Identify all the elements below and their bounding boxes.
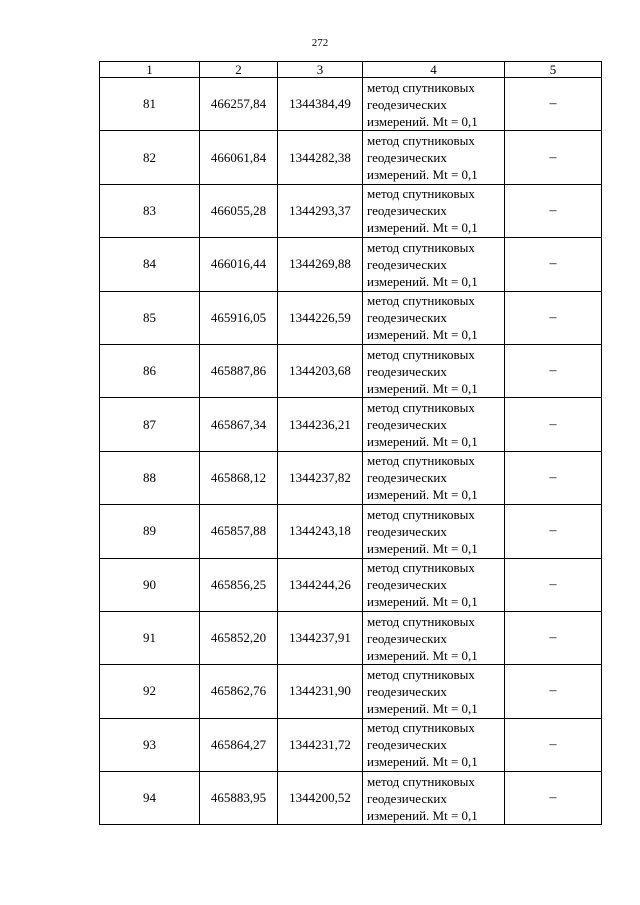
x-coordinate-cell: 466257,84	[200, 78, 278, 131]
y-coordinate-cell: 1344243,18	[278, 505, 363, 558]
method-line: метод спутниковых	[367, 186, 475, 202]
x-coordinate-cell: 465887,86	[200, 344, 278, 397]
column-5-cell: –	[505, 184, 602, 237]
y-coordinate-cell: 1344231,72	[278, 718, 363, 771]
method-line: измерений. Mt = 0,1	[367, 434, 478, 450]
method-line: измерений. Mt = 0,1	[367, 754, 478, 770]
method-line: метод спутниковых	[367, 79, 475, 95]
method-cell	[363, 184, 505, 237]
column-5-cell: –	[505, 451, 602, 504]
x-coordinate-cell: 465864,27	[200, 718, 278, 771]
method-line: геодезических	[367, 203, 447, 219]
column-5-cell: –	[505, 611, 602, 664]
coordinates-table	[99, 61, 602, 825]
method-line: геодезических	[367, 523, 447, 539]
x-coordinate-cell: 465883,95	[200, 772, 278, 825]
table-row	[100, 718, 602, 771]
table-row	[100, 611, 602, 664]
table-row	[100, 665, 602, 718]
column-header-2: 2	[200, 62, 278, 78]
method-line: геодезических	[367, 683, 447, 699]
method-line: метод спутниковых	[367, 346, 475, 362]
column-header-3: 3	[278, 62, 363, 78]
y-coordinate-cell: 1344269,88	[278, 238, 363, 291]
method-line: геодезических	[367, 310, 447, 326]
y-coordinate-cell: 1344244,26	[278, 558, 363, 611]
method-line: метод спутниковых	[367, 400, 475, 416]
point-number-cell: 85	[100, 291, 200, 344]
point-number-cell: 93	[100, 718, 200, 771]
y-coordinate-cell: 1344236,21	[278, 398, 363, 451]
x-coordinate-cell: 466016,44	[200, 238, 278, 291]
method-cell	[363, 505, 505, 558]
x-coordinate-cell: 465862,76	[200, 665, 278, 718]
method-cell	[363, 291, 505, 344]
y-coordinate-cell: 1344226,59	[278, 291, 363, 344]
method-cell	[363, 398, 505, 451]
method-line: геодезических	[367, 630, 447, 646]
table-row	[100, 558, 602, 611]
method-line: измерений. Mt = 0,1	[367, 700, 478, 716]
method-line: метод спутниковых	[367, 453, 475, 469]
page-number: 272	[311, 37, 329, 49]
method-cell	[363, 131, 505, 184]
method-line: метод спутниковых	[367, 293, 475, 309]
method-cell	[363, 611, 505, 664]
column-header-4: 4	[363, 62, 505, 78]
point-number-cell: 92	[100, 665, 200, 718]
method-line: измерений. Mt = 0,1	[367, 647, 478, 663]
column-5-cell: –	[505, 238, 602, 291]
method-cell	[363, 451, 505, 504]
table-row	[100, 772, 602, 825]
point-number-cell: 84	[100, 238, 200, 291]
method-line: геодезических	[367, 363, 447, 379]
point-number-cell: 81	[100, 78, 200, 131]
y-coordinate-cell: 1344384,49	[278, 78, 363, 131]
method-cell	[363, 718, 505, 771]
x-coordinate-cell: 466061,84	[200, 131, 278, 184]
y-coordinate-cell: 1344237,82	[278, 451, 363, 504]
column-5-cell: –	[505, 78, 602, 131]
method-cell	[363, 78, 505, 131]
table-row	[100, 505, 602, 558]
point-number-cell: 87	[100, 398, 200, 451]
point-number-cell: 89	[100, 505, 200, 558]
point-number-cell: 94	[100, 772, 200, 825]
column-5-cell: –	[505, 665, 602, 718]
method-line: измерений. Mt = 0,1	[367, 167, 478, 183]
method-line: метод спутниковых	[367, 239, 475, 255]
method-line: метод спутниковых	[367, 133, 475, 149]
column-5-cell: –	[505, 291, 602, 344]
method-line: измерений. Mt = 0,1	[367, 540, 478, 556]
method-line: геодезических	[367, 150, 447, 166]
x-coordinate-cell: 466055,28	[200, 184, 278, 237]
method-line: измерений. Mt = 0,1	[367, 220, 478, 236]
x-coordinate-cell: 465856,25	[200, 558, 278, 611]
y-coordinate-cell: 1344237,91	[278, 611, 363, 664]
point-number-cell: 82	[100, 131, 200, 184]
y-coordinate-cell: 1344282,38	[278, 131, 363, 184]
y-coordinate-cell: 1344200,52	[278, 772, 363, 825]
column-5-cell: –	[505, 344, 602, 397]
method-line: метод спутниковых	[367, 773, 475, 789]
column-5-cell: –	[505, 505, 602, 558]
point-number-cell: 88	[100, 451, 200, 504]
method-line: измерений. Mt = 0,1	[367, 487, 478, 503]
point-number-cell: 90	[100, 558, 200, 611]
method-line: геодезических	[367, 417, 447, 433]
method-line: измерений. Mt = 0,1	[367, 380, 478, 396]
x-coordinate-cell: 465868,12	[200, 451, 278, 504]
y-coordinate-cell: 1344231,90	[278, 665, 363, 718]
column-5-cell: –	[505, 558, 602, 611]
table-row	[100, 291, 602, 344]
method-line: измерений. Mt = 0,1	[367, 273, 478, 289]
method-line: геодезических	[367, 256, 447, 272]
column-header-5: 5	[505, 62, 602, 78]
method-cell	[363, 772, 505, 825]
method-line: геодезических	[367, 470, 447, 486]
column-5-cell: –	[505, 718, 602, 771]
method-line: измерений. Mt = 0,1	[367, 327, 478, 343]
method-line: метод спутниковых	[367, 613, 475, 629]
table-row	[100, 184, 602, 237]
method-line: геодезических	[367, 790, 447, 806]
table-row	[100, 344, 602, 397]
x-coordinate-cell: 465852,20	[200, 611, 278, 664]
table-row	[100, 398, 602, 451]
table-row	[100, 78, 602, 131]
column-5-cell: –	[505, 131, 602, 184]
method-line: метод спутниковых	[367, 666, 475, 682]
method-line: геодезических	[367, 577, 447, 593]
method-cell	[363, 558, 505, 611]
point-number-cell: 86	[100, 344, 200, 397]
x-coordinate-cell: 465916,05	[200, 291, 278, 344]
method-line: геодезических	[367, 96, 447, 112]
method-line: геодезических	[367, 737, 447, 753]
x-coordinate-cell: 465857,88	[200, 505, 278, 558]
column-5-cell: –	[505, 772, 602, 825]
method-cell	[363, 665, 505, 718]
method-line: метод спутниковых	[367, 720, 475, 736]
table-row	[100, 131, 602, 184]
method-line: метод спутниковых	[367, 506, 475, 522]
method-line: измерений. Mt = 0,1	[367, 594, 478, 610]
method-line: измерений. Mt = 0,1	[367, 113, 478, 129]
x-coordinate-cell: 465867,34	[200, 398, 278, 451]
point-number-cell: 91	[100, 611, 200, 664]
column-header-1: 1	[100, 62, 200, 78]
method-cell	[363, 344, 505, 397]
method-cell	[363, 238, 505, 291]
y-coordinate-cell: 1344203,68	[278, 344, 363, 397]
table-row	[100, 451, 602, 504]
table-body	[100, 78, 602, 825]
y-coordinate-cell: 1344293,37	[278, 184, 363, 237]
table-header-row	[100, 62, 602, 78]
column-5-cell: –	[505, 398, 602, 451]
method-line: метод спутниковых	[367, 560, 475, 576]
point-number-cell: 83	[100, 184, 200, 237]
table-row	[100, 238, 602, 291]
method-line: измерений. Mt = 0,1	[367, 807, 478, 823]
